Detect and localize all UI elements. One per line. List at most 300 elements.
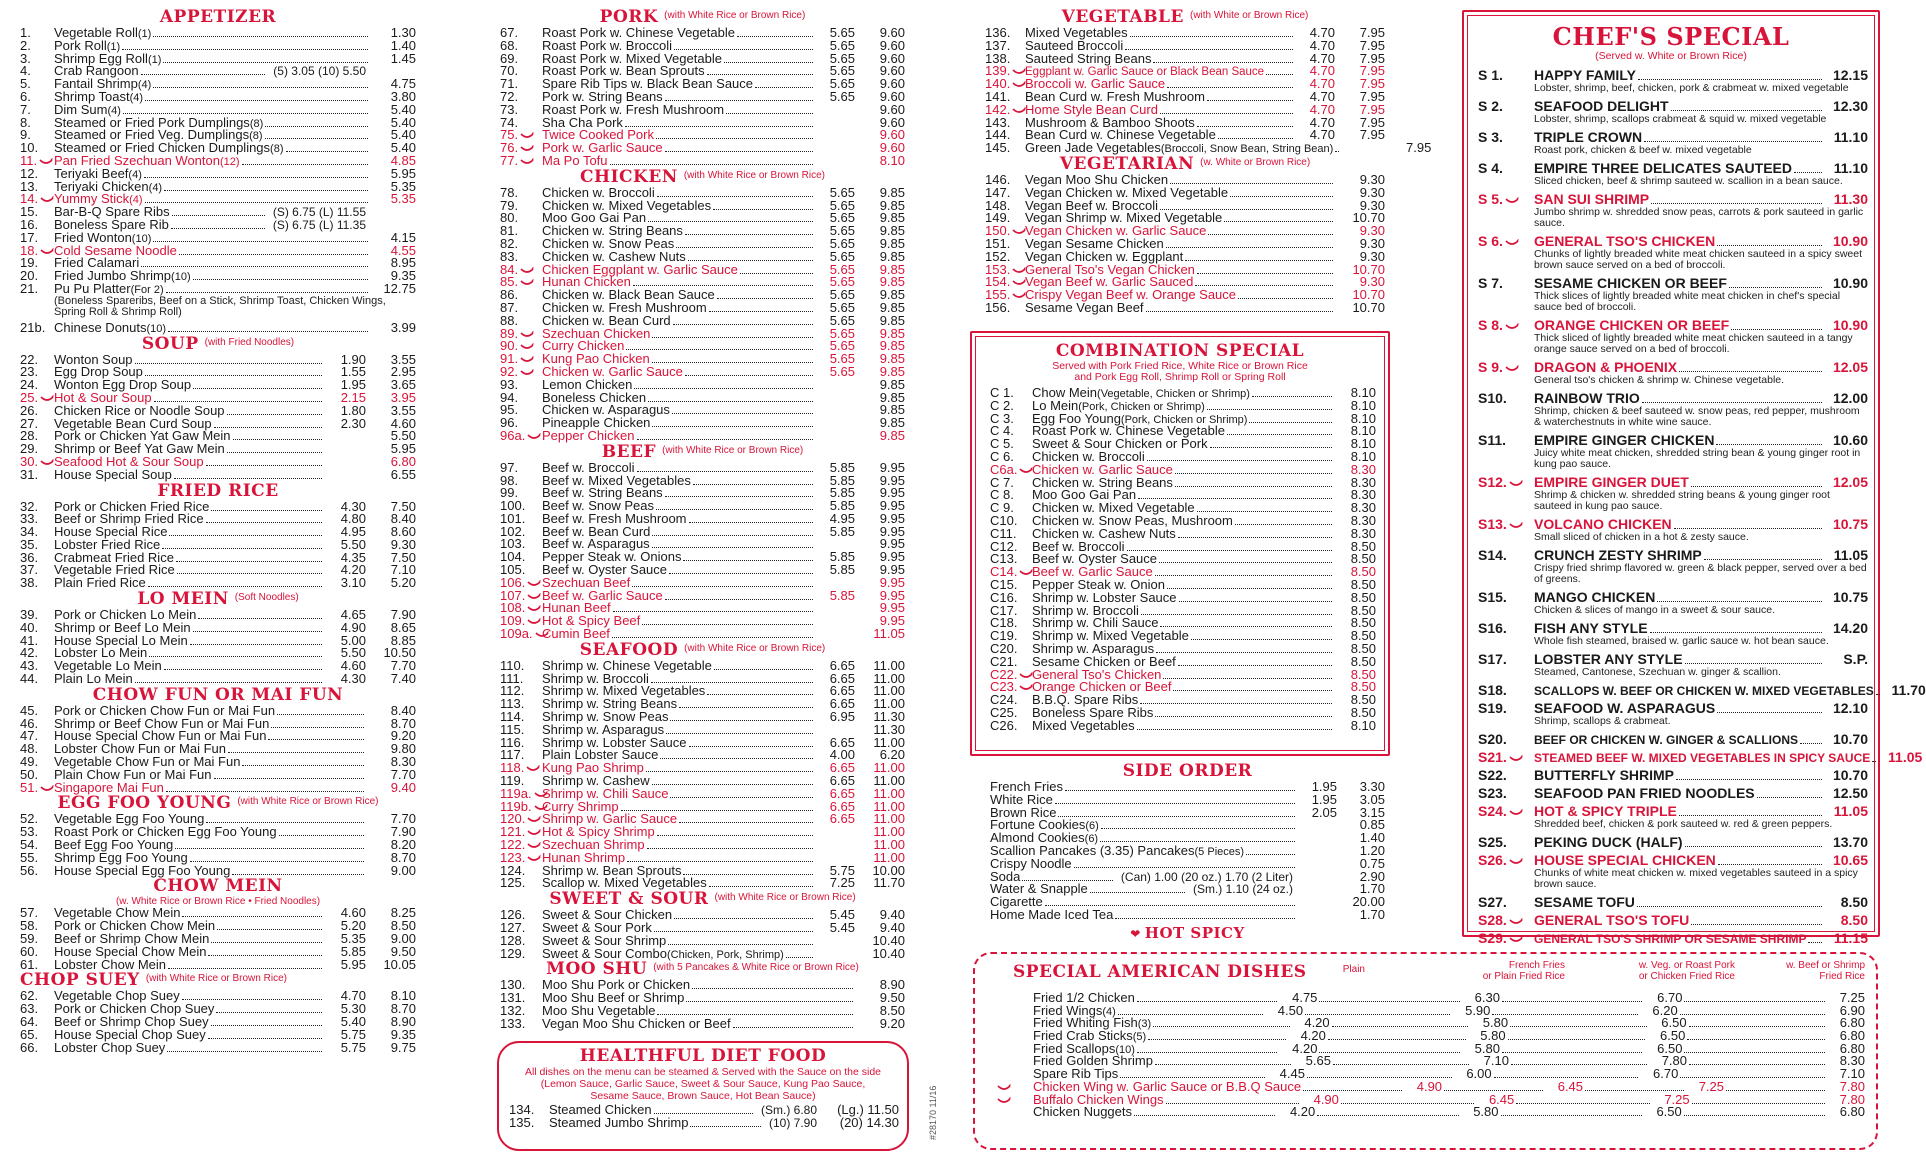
leader-dots [123,113,368,114]
item-name: Teriyaki Chicken [54,178,149,194]
leader-dots [227,452,322,453]
column-3 [985,7,1432,315]
price-small: 5.65 [829,363,855,379]
hot-pepper-icon [527,590,541,597]
leader-dots [1676,779,1822,780]
item-number: 23. [20,364,39,380]
price-large: 6.20 [879,747,905,763]
price-large: 11.00 [873,734,905,750]
item-price: 10.70 [1352,210,1385,226]
item-number: 56. [20,862,39,878]
price-large: 9.60 [879,25,905,40]
item-name: Moo Shu Pork or Chicken [542,977,691,993]
leader-dots [654,931,813,932]
item-name: Crispy Vegan Beef w. Orange Sauce [1025,287,1237,303]
hot-pepper-icon [40,392,54,399]
item-number: 12. [20,165,39,181]
item-number: C23. [990,681,1032,694]
item-number: 58. [20,918,39,934]
hot-pepper-icon [520,129,534,136]
item-number: 117. [500,747,525,763]
item-price: 8.30 [1350,525,1376,541]
item-number: 143. [985,114,1011,130]
item-number: S20. [1478,731,1507,747]
price-small: 5.65 [829,261,855,277]
chef-special-item [1478,652,1868,667]
item-description: Chunks of white meat chicken w. mixed vegetables sauteed in a spicy brown sauce. [1534,867,1858,890]
item-number: 146. [985,171,1011,187]
item-price: 8.50 [1350,692,1376,708]
item-number: 75. [500,129,542,142]
leader-dots [1224,221,1333,222]
leader-dots [1510,1026,1646,1027]
item-name: Vegetable Chop Suey [54,988,180,1004]
leader-dots [135,363,322,364]
price-plain: 4.20 [1289,1104,1316,1120]
hot-pepper-icon [1509,750,1523,757]
chefs-special-box [1462,10,1926,946]
item-name: Plain Chow Fun or Mai Fun [54,766,212,782]
leader-dots [1153,62,1293,63]
item-name: Sauteed String Beans [1025,50,1152,66]
item-number: S24. [1478,804,1534,819]
healthful-note-3: Sesame Sauce, Brown Sauce, Hot Bean Sauce) [590,1090,816,1102]
price-large: 9.60 [879,63,905,79]
item-name: CRUNCH ZESTY SHRIMP [1534,547,1702,563]
item-name: Plain Lo Mein [54,671,133,687]
hot-pepper-icon [520,366,534,373]
price-small: 6.65 [829,760,855,776]
price-french-fries: 6.30 [1474,990,1500,1005]
price-plain: 4.50 [1277,1002,1304,1018]
item-number: 25. [20,392,54,405]
price-small: 5.85 [829,562,855,578]
hot-pepper-icon [520,264,534,271]
item-name: Chicken w. Bean Curd [542,312,671,328]
item-number: 18. [20,245,54,258]
price-large: 11.30 [873,721,905,737]
item-number: 114. [500,709,525,725]
item-portion: (Pork, Chicken or Shrimp) [1120,413,1248,426]
item-name: Shrimp w. Mixed Vegetable [1032,628,1189,644]
item-name: Fried Crab Sticks [1033,1028,1133,1044]
leader-dots [1147,460,1332,461]
item-name: French Fries [990,779,1063,794]
price-small: 5.50 [340,645,366,661]
item-number: 35. [20,536,39,552]
price-large: 9.85 [879,197,905,213]
item-name: Vegan Moo Shu Chicken or Beef [542,1015,731,1031]
item-number: C12. [990,538,1018,554]
item-name: Roast Pork w. Fresh Mushroom [542,101,725,117]
price-large: 9.60 [879,76,905,92]
item-price: 10.90 [1832,317,1868,333]
appetizer-list [20,27,416,296]
leader-dots [1137,729,1332,730]
item-price: 12.30 [1832,98,1868,114]
price-large: 9.95 [879,562,905,578]
leader-dots [1146,311,1333,312]
item-number: 48. [20,741,39,757]
item-number: S26. [1478,853,1534,868]
price-large: 7.95 [1359,37,1385,53]
item-number: 92. [500,366,542,379]
leader-dots [1319,1052,1460,1053]
item-number: 132. [500,1002,526,1018]
item-name: Pu Pu Platter [54,280,131,296]
item-number: 71. [500,76,519,92]
leader-dots [1185,260,1333,261]
item-price: 9.30 [1359,235,1385,251]
item-price: 9.30 [1359,274,1385,290]
leader-dots [1141,614,1332,615]
item-name: Beef w. Bean Curd [542,523,651,539]
item-name: Fried Wonton [54,229,132,245]
price-large: 1.20 [1359,842,1385,858]
item-price: 13.70 [1832,834,1868,850]
item-description: Chunks of lightly breaded white meat chicken sauteed in a spicy sweet brown sauce served on a bed of broccoli. [1534,248,1863,271]
price-large: 7.50 [390,549,416,565]
item-name: Pepper Steak w. Onion [1032,576,1165,592]
leader-dots [1101,828,1295,829]
item-number: C 4. [990,423,1014,439]
item-description: Thick slices of lightly breaded white meat chicken in chef's special sauce bed of broccoli. [1534,290,1841,313]
item-portion: (12) [219,155,240,168]
item-number: 63. [20,1001,39,1017]
price-french-fries: 6.45 [1488,1091,1515,1107]
price-small: 6.65 [829,657,855,673]
item-number: C 5. [990,436,1014,452]
col-header-veg-1: w. Veg. or Roast Pork [1638,960,1735,971]
leader-dots [1444,1090,1543,1091]
item-number: 42. [20,645,39,661]
item-name: Green Jade Vegetables [1025,140,1161,156]
item-name: Chicken w. Cashew Nuts [1032,525,1176,541]
item-name: Shrimp w. Chinese Vegetable [542,657,712,673]
item-name: Plain Lobster Sauce [542,747,659,763]
item-description: Small sliced of chicken in a hot & zesty sauce. [1534,531,1749,543]
row-lead [995,1094,1033,1107]
price-large: 3.30 [1359,779,1385,794]
item-name: Shrimp w. String Beans [542,696,678,712]
chef-special-item [1478,786,1868,801]
leader-dots [652,362,813,363]
pepper-icon: ❤ [1130,926,1141,941]
item-name: Shrimp w. Asparagus [1032,640,1155,656]
item-name: Chicken w. Fresh Mushroom [542,299,707,315]
item-number: 109. [500,615,542,628]
price-beef: 6.90 [1839,1002,1865,1018]
price-large: 7.95 [1359,127,1385,143]
item-name: ORANGE CHICKEN OR BEEF [1534,317,1730,333]
leader-dots [1680,1077,1825,1078]
item-name: SEAFOOD DELIGHT [1534,98,1669,114]
item-description: Shrimp & chicken w. shredded string beans & young ginger root sauteed in kung pao sauce. [1534,489,1830,512]
leader-dots [1800,743,1822,744]
leader-dots [154,401,322,402]
item-size-prices: (5) 3.05 (10) 5.50 [273,64,366,79]
item-number: S21. [1478,750,1534,765]
item-name: Beef w. Broccoli [1032,538,1125,554]
price-small: 6.65 [829,811,855,827]
item-name: Pork w. String Beans [542,88,663,104]
leader-dots [1716,444,1822,445]
chef-special-item [1478,768,1868,783]
hot-pepper-icon [40,456,54,463]
hot-pepper-icon [526,762,540,769]
item-number: 91. [500,353,542,366]
item-price: 8.30 [390,754,416,770]
leader-dots [1230,196,1333,197]
leader-dots [1757,797,1822,798]
item-name: Hunan Chicken [542,274,631,290]
price-large: 11.70 [873,875,905,891]
item-number: S 1. [1478,67,1503,83]
item-number: 103. [500,536,526,552]
hot-pepper-icon [1505,192,1519,199]
leader-dots [1726,1090,1825,1091]
item-name: Pork Roll [54,37,107,53]
price-large: 7.95 [1406,140,1432,156]
leader-dots [193,388,322,389]
item-number: 147. [985,184,1011,200]
price-large: 9.85 [879,376,905,392]
item-name: Shrimp w. Chili Sauce [542,785,669,801]
item-number: C26. [990,717,1018,733]
leader-dots [1508,1039,1646,1040]
price-large: 11.00 [873,696,905,712]
item-name: Shrimp w. Chili Sauce [1032,615,1159,631]
price-large: 7.95 [1359,50,1385,66]
item-name: Shrimp or Beef Chow Fun or Mai Fun [54,715,270,731]
item-number: 131. [500,990,526,1006]
price-large: 9.95 [879,510,905,526]
item-number: S 9. [1478,360,1534,375]
leader-dots [1689,1064,1825,1065]
leader-dots [1058,816,1295,817]
item-number: 90. [500,340,542,353]
side-order-section [990,762,1385,943]
price-small: 4.70 [1309,114,1335,130]
item-name: Vegan Sesame Chicken [1025,235,1164,251]
item-name: Fried Golden Shrimp [1033,1053,1153,1069]
item-number: S 5. [1478,192,1534,207]
item-number: 101. [500,510,526,526]
hot-pepper-icon [527,615,541,622]
leader-dots [1674,528,1822,529]
item-number: 76. [500,142,542,155]
item-size-prices: (10) 7.90 [768,1115,817,1130]
chow-fun-list [20,702,416,795]
price-large: 2.90 [1359,868,1385,884]
leader-dots [657,835,813,836]
leader-dots [648,401,813,402]
item-price: 11.70 [1891,682,1926,698]
item-price: 8.10 [1350,423,1376,439]
item-name: Beef or Shrimp Fried Rice [54,511,204,527]
item-name: Lo Mein [1032,397,1079,413]
price-large: 8.90 [390,1014,416,1029]
sweet-sour-list [500,909,905,960]
item-portion: (10) [171,271,191,284]
item-number: 138. [985,50,1011,66]
item-number: S18. [1478,682,1507,698]
price-large: 11.00 [873,683,905,699]
leader-dots [1872,761,1876,762]
price-beef: 8.30 [1839,1053,1866,1069]
leader-dots [1642,402,1822,403]
item-number: S11. [1478,432,1507,448]
item-number: 88. [500,312,519,328]
item-portion: (4) [129,194,143,207]
item-price: 11.05 [1833,803,1868,819]
item-price: 8.50 [1350,653,1376,669]
leader-dots [1729,287,1822,288]
price-small: 5.65 [829,235,855,251]
item-number: C21. [990,653,1018,669]
price-beef: 7.25 [1839,990,1866,1005]
leader-dots [176,561,322,562]
price-large: 11.00 [873,657,905,673]
item-number: 126. [500,907,526,923]
price-small: 5.65 [829,88,855,104]
leader-dots [162,548,322,549]
item-name: Fried Calamari [54,255,140,271]
leader-dots [1691,924,1822,925]
leader-dots [228,752,364,753]
item-name: Ma Po Tofu [542,152,608,168]
leader-dots [1218,138,1293,139]
item-description: Shredded beef, chicken & pork sauteed w. red & green peppers. [1534,818,1833,830]
item-number: 4. [20,63,31,79]
leader-dots [174,478,322,479]
item-name: SESAME CHICKEN OR BEEF [1534,275,1727,291]
price-large: 11.00 [873,670,905,686]
item-portion: (Pork, Chicken or Shrimp) [1078,400,1205,413]
item-description: Chicken & slices of mango in a sweet & sour sauce. [1534,604,1776,616]
leader-dots [1718,864,1822,865]
item-name: Pork or Chicken Fried Rice [54,498,210,514]
item-name: Szechuan Chicken [542,325,651,341]
item-number: 99. [500,485,519,501]
item-name: Soda [990,868,1021,884]
item-name: Pork or Chicken Yat Gaw Mein [54,428,231,444]
item-description: Jumbo shrimp w. shredded snow peas, carrots & pork sauteed in garlic sauce. [1534,206,1864,229]
hot-spicy-legend [990,924,1385,943]
item-number: 102. [500,523,526,539]
leader-dots [1191,639,1332,640]
leader-dots [1644,141,1822,142]
price-large: 9.60 [879,101,905,117]
item-number: 95. [500,402,519,418]
price-large: 9.40 [879,920,905,935]
item-number: C 6. [990,448,1014,464]
price-small: 6.65 [829,773,855,789]
item-name: Chicken w. Broccoli [542,184,655,200]
price-large: 11.05 [873,626,905,642]
chef-special-item [1478,318,1868,333]
combination-note-2: and Pork Egg Roll, Shrimp Roll or Spring Roll [1074,371,1286,383]
price-large: 9.95 [879,600,905,616]
item-number: 156. [985,299,1011,315]
item-name: General Tso's Vegan Chicken [1025,261,1195,277]
item-price: 5.95 [390,165,416,181]
price-large: 9.85 [879,427,905,443]
item-number: 84. [500,264,542,277]
price-large: 5.95 [390,441,416,457]
item-name: Sweet & Sour Chicken [542,907,673,923]
leader-dots [665,100,813,101]
leader-dots [1679,815,1822,816]
hot-pepper-icon [1509,853,1523,860]
leader-dots [1175,486,1332,487]
item-price: 12.10 [1832,700,1868,716]
item-number: 82. [500,235,519,251]
item-name: Szechuan Beef [542,574,631,590]
item-name: VOLCANO CHICKEN [1534,516,1672,532]
item-price: 8.90 [879,977,905,993]
leader-dots [673,324,813,325]
item-name: Chicken w. Mixed Vegetables [542,197,712,213]
chef-special-item [1478,590,1868,605]
item-name: Chicken w. Garlic Sauce [1032,461,1173,477]
leader-dots [1319,1001,1460,1002]
item-name: Egg Foo Young [1032,410,1121,426]
item-name: Beef w. Asparagus [542,536,650,552]
item-name: Szechuan Shrimp [542,837,645,853]
price-veg: 7.25 [1664,1091,1690,1107]
section-title: CHOW FUN OR MAI FUN [92,684,344,705]
leader-dots [1794,172,1822,173]
item-name: House Special Chow Fun or Mai Fun [54,728,267,744]
leader-dots [713,209,813,210]
price-large: 20.00 [1352,894,1385,910]
item-name: Sesame Vegan Beef [1025,299,1144,315]
item-price: 10.65 [1832,852,1868,868]
item-number: 155. [985,289,1025,302]
price-large: 3.95 [390,389,416,405]
leader-dots [689,746,813,747]
item-name: Shrimp w. Lobster Sauce [1032,589,1177,605]
leader-dots [193,631,322,632]
item-price: 8.50 [1350,564,1376,580]
hot-pepper-icon [40,193,54,200]
item-name: Orange Chicken or Beef [1032,679,1172,695]
leader-dots [1173,690,1332,691]
item-number: 141. [985,88,1011,104]
chef-special-item [1478,749,1923,765]
price-large: 7.10 [390,562,416,578]
leader-dots [1153,1026,1289,1027]
item-description: Thick sliced of lightly breaded white meat chicken sauteed in a tangy orange sauce served on a bed of broccoli. [1534,332,1853,355]
leader-dots [1227,434,1332,435]
seafood-header [500,641,905,660]
price-large: 2.95 [390,364,416,380]
item-description: Roast pork, chicken & beef w. mixed vegetable [1534,144,1752,156]
price-large: 9.85 [879,312,905,328]
section-title: BEEF [601,441,657,462]
price-beef: 6.80 [1839,1015,1866,1031]
item-price: 9.30 [1359,197,1385,213]
item-number: 40. [20,619,39,635]
item-name: Chicken w. String Beans [542,223,683,239]
combination-list [972,383,1388,733]
price-small: 5.65 [829,351,855,367]
item-price: 11.10 [1833,129,1868,145]
leader-dots [190,644,322,645]
item-number: 14. [20,193,54,206]
price-large: 11.30 [873,709,905,725]
